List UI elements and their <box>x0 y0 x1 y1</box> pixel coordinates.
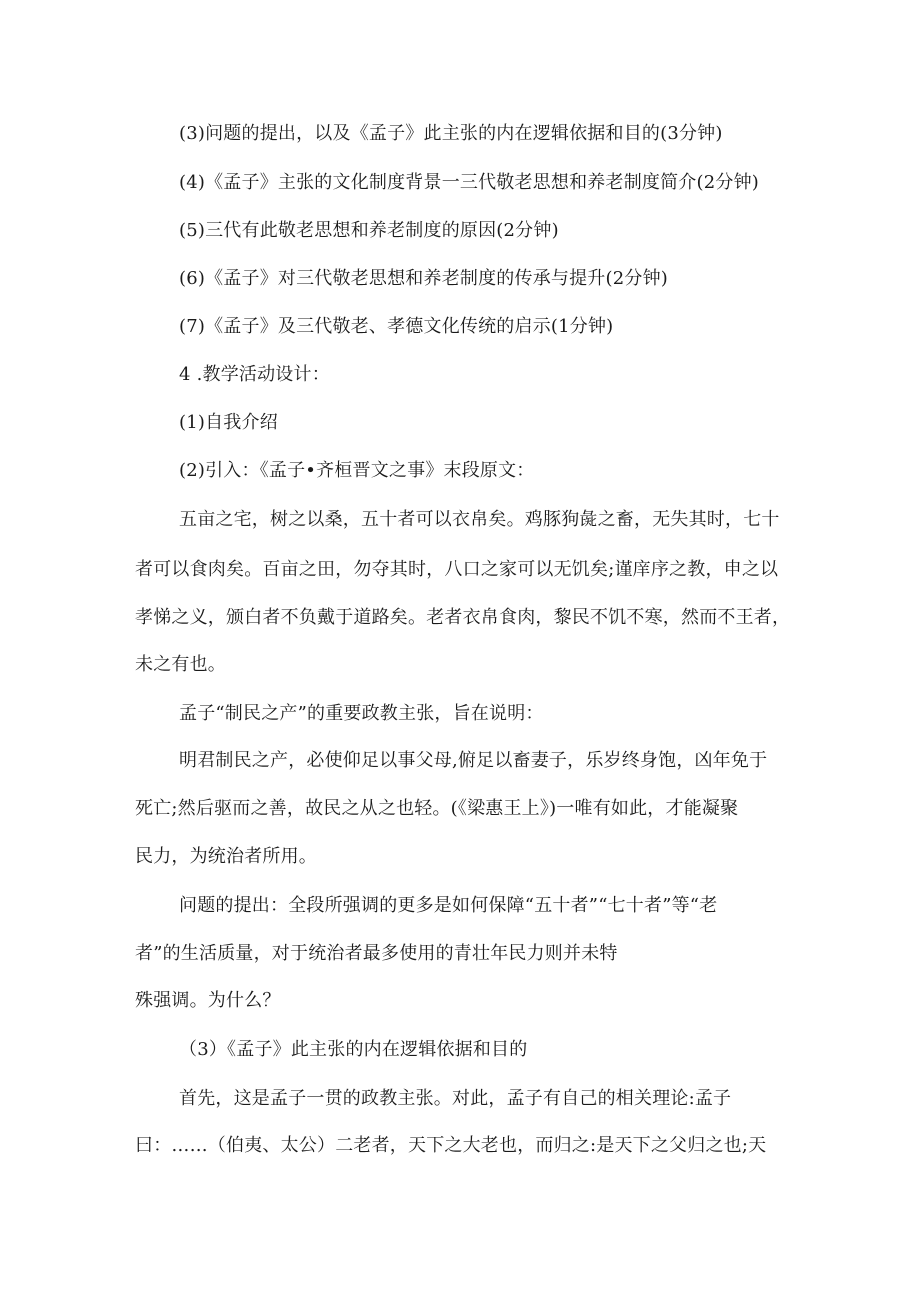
text-line: 者”的生活质量，对于统治者最多使用的青壮年民力则并未特 <box>135 943 618 964</box>
text-line: 曰：……（伯夷、太公）二老者，天下之大老也，而归之:是天下之父归之也;天 <box>135 1135 767 1156</box>
quote-line: 者可以食肉矣。百亩之田，勿夺其时，八口之家可以无饥矣;谨庠序之教，申之以 <box>135 559 779 580</box>
text-line: 首先，这是孟子一贯的政教主张。对此，孟子有自己的相关理论:孟子 <box>179 1088 732 1109</box>
text-line: 民力，为统治者所用。 <box>135 846 317 867</box>
text-line: (3)问题的提出，以及《孟子》此主张的内在逻辑依据和目的(3分钟) <box>179 123 723 144</box>
quote-line: 孝悌之义，颁白者不负戴于道路矣。老者衣帛食肉，黎民不饥不寒，然而不王者， <box>135 607 791 628</box>
text-line: 孟子“制民之产”的重要政教主张，旨在说明： <box>179 703 544 724</box>
text-line: (2)引入：《孟子•齐桓晋文之事》末段原文： <box>179 460 535 481</box>
text-line: 殊强调。为什么？ <box>135 990 281 1011</box>
quote-line: 明君制民之产，必使仰足以事父母,俯足以畜妻子，乐岁终身饱，凶年免于 <box>179 750 768 771</box>
text-line: (6)《孟子》对三代敬老思想和养老制度的传承与提升(2分钟) <box>179 268 668 289</box>
text-line: (4)《孟子》主张的文化制度背景一三代敬老思想和养老制度简介(2分钟) <box>179 172 759 193</box>
text-line: (1)自我介绍 <box>179 412 278 433</box>
section-heading: （3）《孟子》此主张的内在逻辑依据和目的 <box>179 1039 528 1060</box>
section-heading: 4 .教学活动设计： <box>179 364 330 385</box>
quote-line: 死亡;然后驱而之善，故民之从之也轻。(《梁惠王上》)一唯有如此，才能凝聚 <box>135 798 739 819</box>
text-line: (5)三代有此敬老思想和养老制度的原因(2分钟) <box>179 220 559 241</box>
quote-line: 五亩之宅，树之以桑，五十者可以衣帛矣。鸡豚狗彘之畜，无失其时，七十 <box>179 509 780 530</box>
text-line: 问题的提出：全段所强调的更多是如何保障“五十者”“七十者”等“老 <box>179 895 718 916</box>
quote-line: 未之有也。 <box>135 654 226 675</box>
text-line: (7)《孟子》及三代敬老、孝德文化传统的启示(1分钟) <box>179 316 614 337</box>
